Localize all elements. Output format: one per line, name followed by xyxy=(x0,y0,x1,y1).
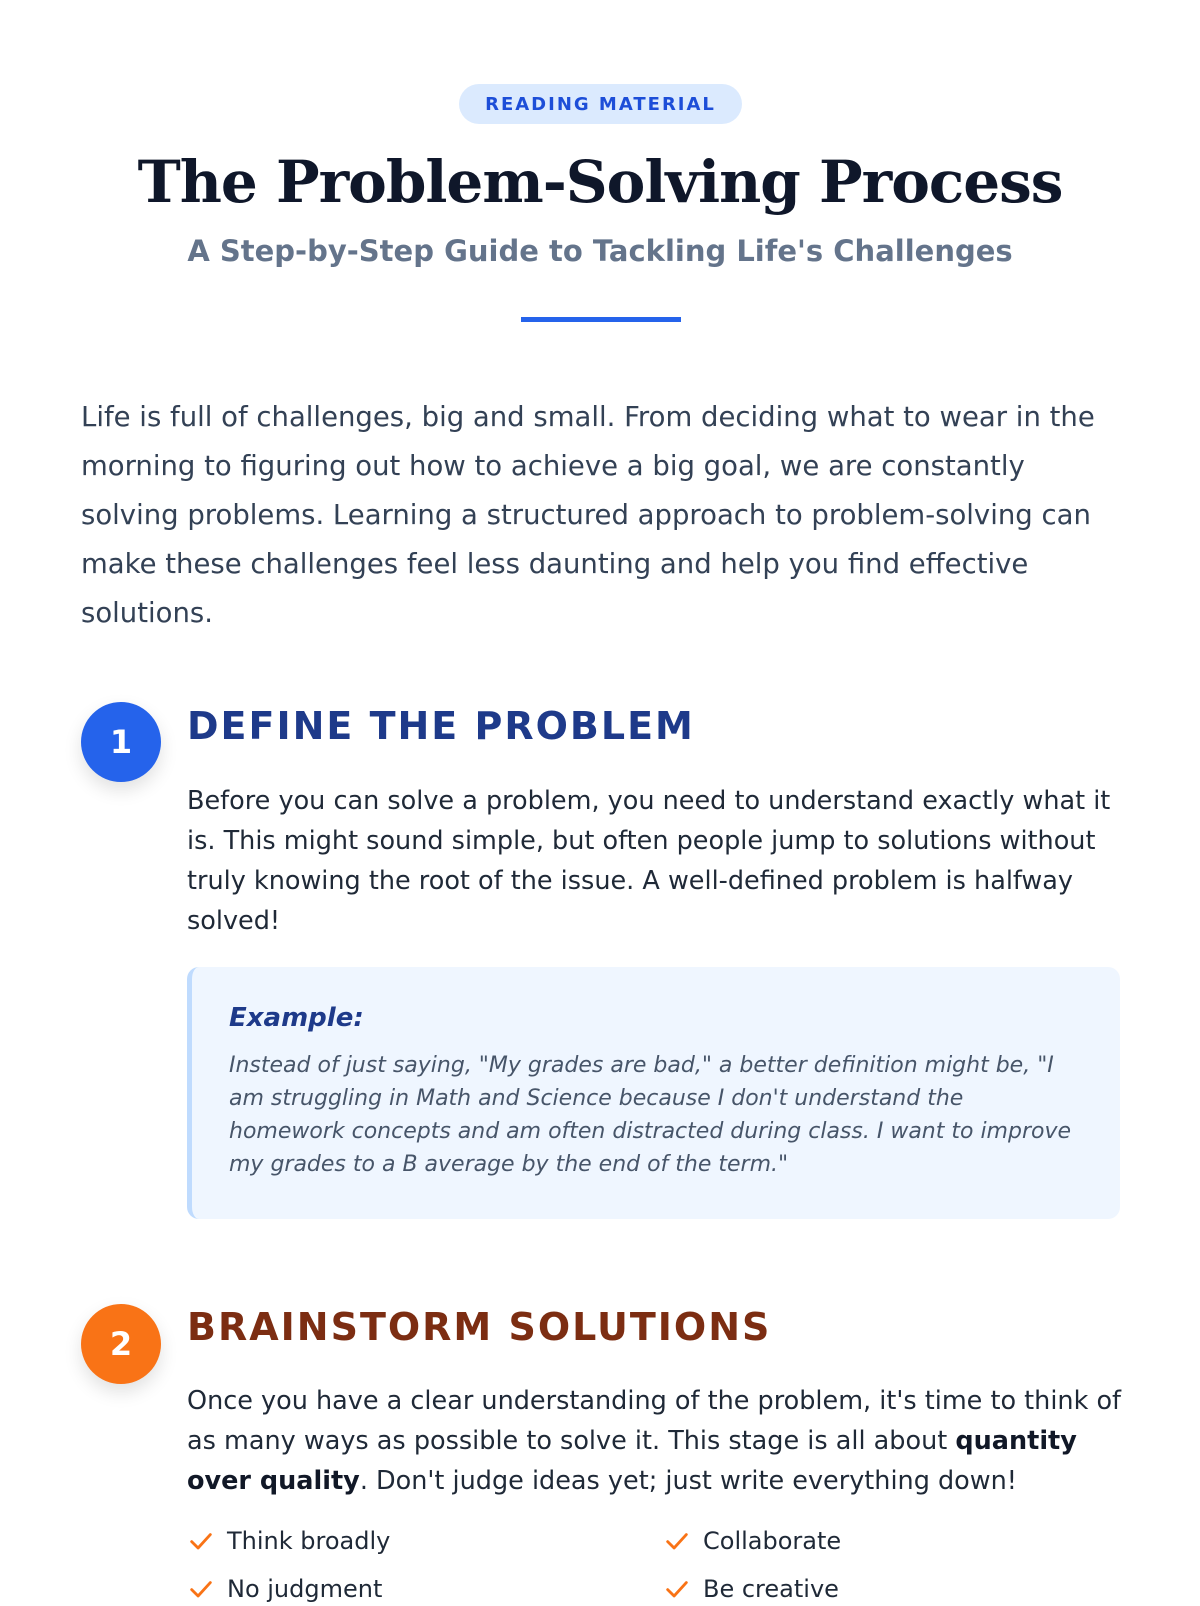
checklist-item xyxy=(663,1524,1122,1558)
example-callout xyxy=(187,967,1120,1219)
reading-material-badge: READING MATERIAL xyxy=(459,84,742,124)
intro-paragraph: Life is full of challenges, big and small. From deciding what to wear in the morning to figuring out how to achieve a big goal, we are constantly solving problems. Learning a structured approach to problem-solving can make these challenges feel less daunting and help you find effective solutions. xyxy=(81,401,1095,629)
title-divider xyxy=(521,317,681,322)
step-2-body-emphasis: quantity over quality xyxy=(187,1426,1077,1496)
example-label: Example: xyxy=(229,1003,364,1033)
step-2-body-text-end: . Don't judge ideas yet; just write everything down! xyxy=(359,1466,1018,1496)
check-icon xyxy=(663,1527,691,1555)
example-text: Instead of just saying, "My grades are bad," a better definition might be, "I am struggling in Math and Science because I don't understand the homework concepts and am often distracted during class. I want to improve my grades to a B average by the end of the term." xyxy=(229,1053,1072,1177)
page-title: The Problem-Solving Process xyxy=(137,148,1063,216)
step-2-number-badge: 2 xyxy=(81,1304,161,1384)
step-1-body: Before you can solve a problem, you need to understand exactly what it is. This might sound simple, but often people jump to solutions without truly knowing the root of the issue. A well-defined problem is halfway solved! xyxy=(187,786,1111,936)
checklist-item-label: Think broadly xyxy=(227,1527,391,1555)
checklist-item-label: Be creative xyxy=(703,1575,839,1603)
step-2-title: BRAINSTORM SOLUTIONS xyxy=(187,1305,772,1349)
check-icon xyxy=(187,1527,215,1555)
step-1-number-badge: 1 xyxy=(81,702,161,782)
checklist-item xyxy=(187,1572,663,1606)
checklist-item xyxy=(663,1572,1122,1606)
checklist-item-label: Collaborate xyxy=(703,1527,842,1555)
step-1-title: DEFINE THE PROBLEM xyxy=(187,704,695,748)
page-subtitle: A Step-by-Step Guide to Tackling Life's Challenges xyxy=(187,234,1013,268)
check-icon xyxy=(187,1575,215,1603)
step-2-body-text: Once you have a clear understanding of the problem, it's time to think of as many ways as possible to solve it. This stage is all about xyxy=(187,1386,1122,1456)
checklist-item-label: No judgment xyxy=(227,1575,383,1603)
brainstorm-checklist xyxy=(187,1524,1122,1606)
check-icon xyxy=(663,1575,691,1603)
step-2-body xyxy=(187,1381,1122,1501)
checklist-item xyxy=(187,1524,663,1558)
